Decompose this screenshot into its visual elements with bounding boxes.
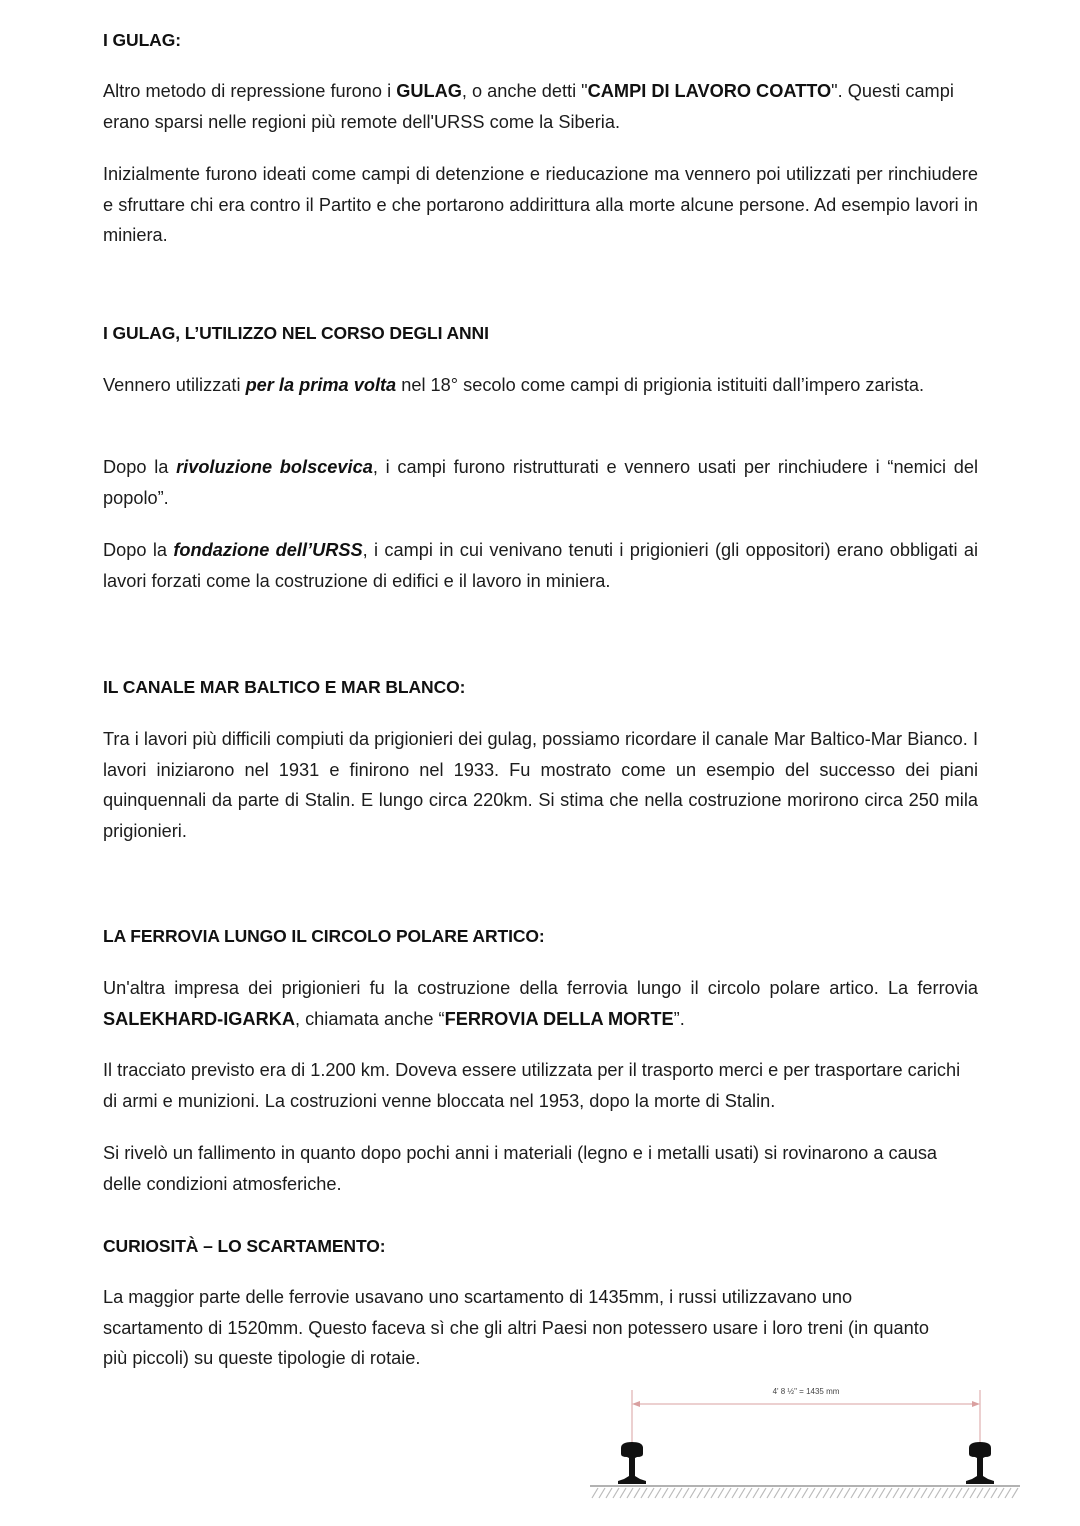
bold-gulag: GULAG xyxy=(396,81,462,101)
bold-salekhard: SALEKHARD-IGARKA xyxy=(103,1008,295,1029)
paragraph-canale: Tra i lavori più difficili compiuti da prigionieri dei gulag, possiamo ricordare il canale Mar Baltico-Mar Bianco. I lavori iniziarono nel 1931 e finirono nel 1933. Fu mostrato come un esempio del successo dei piani quinquennali da parte di Stalin. E lungo circa 220km. Si stima che nella costruzione morirono circa 250 mila prigionieri. xyxy=(103,729,978,841)
bold-campi-lavoro: CAMPI DI LAVORO COATTO xyxy=(587,81,832,101)
arrow-right-icon xyxy=(972,1401,980,1407)
heading-curiosita: CURIOSITÀ – LO SCARTAMENTO: xyxy=(103,1236,386,1256)
emphasis-rivoluzione: rivoluzione bolscevica xyxy=(176,457,373,477)
paragraph-fondazione: Dopo la fondazione dell’URSS, i campi in cui venivano tenuti i prigionieri (gli oppositori) erano obbligati ai lavori forzati come la costruzione di edifici e il lavoro in miniera. xyxy=(103,540,979,591)
paragraph-gulag-detail: Inizialmente furono ideati come campi di detenzione e rieducazione ma vennero poi utilizzati per rinchiudere e sfruttare chi era contro il Partito e che portarono addirittura alla morte alcune persone. Ad esempio lavori in miniera. xyxy=(103,164,978,245)
paragraph-prima-volta: Vennero utilizzati per la prima volta nel 18° secolo come campi di prigionia istituiti dall’impero zarista. xyxy=(103,375,925,395)
paragraph-scartamento: La maggior parte delle ferrovie usavano uno scartamento di 1435mm, i russi utilizzavano uno scartamento di 1520mm. Questo faceva sì che gli altri Paesi non potessero usare i loro treni (in quanto più piccoli) su queste tipologie di rotaie. xyxy=(103,1287,929,1368)
heading-utilizzo: I GULAG, L’UTILIZZO NEL CORSO DEGLI ANNI xyxy=(103,323,489,343)
heading-gulag: I GULAG: xyxy=(103,30,181,50)
emphasis-prima-volta: per la prima volta xyxy=(245,375,397,395)
ground-hatching xyxy=(592,1488,1018,1498)
arrow-left-icon xyxy=(632,1401,640,1407)
rail-right-icon xyxy=(966,1442,994,1484)
gauge-label: 4' 8 ½" = 1435 mm xyxy=(772,1387,840,1396)
paragraph-fallimento: Si rivelò un fallimento in quanto dopo pochi anni i materiali (legno e i metalli usati) si rovinarono a causa delle condizioni atmosferiche. xyxy=(103,1143,938,1194)
paragraph-rivoluzione: Dopo la rivoluzione bolscevica, i campi furono ristrutturati e vennero usati per rinchiudere i “nemici del popolo”. xyxy=(103,457,978,508)
emphasis-fondazione: fondazione dell’URSS xyxy=(173,540,363,560)
track-gauge-diagram xyxy=(590,1380,1030,1505)
paragraph-tracciato: Il tracciato previsto era di 1.200 km. Doveva essere utilizzata per il trasporto merci e per trasportare carichi di armi e munizioni. La costruzioni venne bloccata nel 1953, dopo la morte di Stalin. xyxy=(103,1060,961,1111)
heading-ferrovia: LA FERROVIA LUNGO IL CIRCOLO POLARE ARTICO: xyxy=(103,926,545,946)
paragraph-ferrovia-intro: Un'altra impresa dei prigionieri fu la costruzione della ferrovia lungo il circolo polare artico. La ferrovia SALEKHARD-IGARKA, chiamata anche “FERROVIA DELLA MORTE”. xyxy=(103,978,978,1029)
bold-ferrovia-morte: FERROVIA DELLA MORTE xyxy=(444,1008,674,1029)
heading-canale: IL CANALE MAR BALTICO E MAR BLANCO: xyxy=(103,677,466,697)
paragraph-gulag-intro: Altro metodo di repressione furono i GULAG, o anche detti "CAMPI DI LAVORO COATTO". Questi campi erano sparsi nelle regioni più remote dell'URSS come la Siberia. xyxy=(103,81,954,132)
rail-left-icon xyxy=(618,1442,646,1484)
